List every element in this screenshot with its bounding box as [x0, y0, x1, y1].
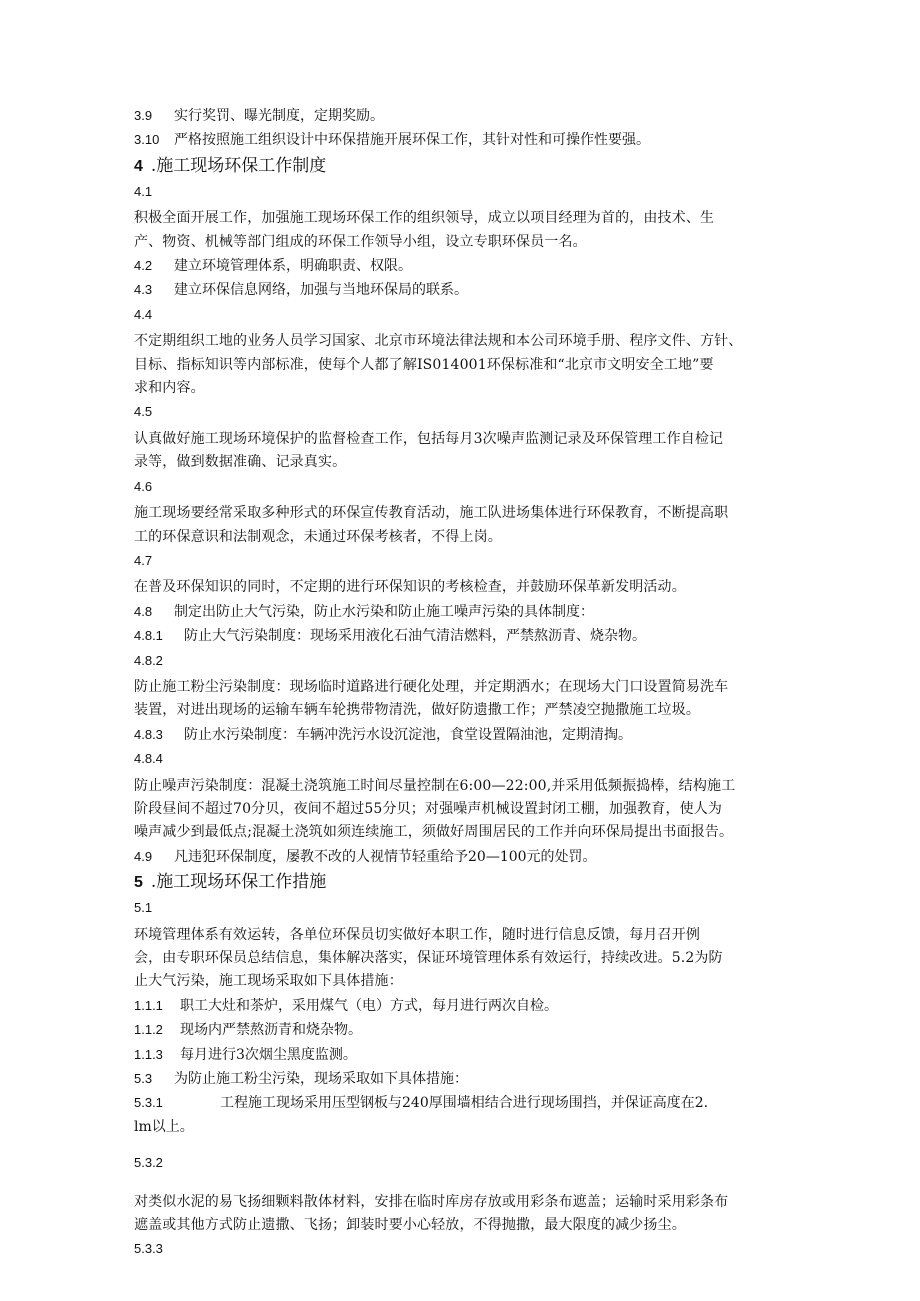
item-1-1-3 — [134, 1043, 784, 1067]
item-number: 4.8.3 — [134, 726, 163, 742]
heading-text: .施工现场环保工作措施 — [150, 872, 327, 893]
paragraph-line: 积极全面开展工作，加强施工现场环保工作的组织领导，成立以项目经理为首的，由技术、生 — [134, 210, 715, 227]
paragraph-4-8-2 — [134, 676, 784, 723]
item-number: 4.8 — [134, 603, 153, 619]
item-number: 1.1.3 — [134, 1046, 163, 1062]
item-number-5-1: 5.1 — [134, 900, 153, 916]
item-5-3-1 — [134, 1091, 784, 1115]
item-text: 现场内严禁熬沥青和烧杂物。 — [180, 1022, 362, 1039]
paragraph-line: 录等，做到数据准确、记录真实。 — [134, 454, 347, 471]
item-1-1-1 — [134, 994, 784, 1018]
paragraph-line: 认真做好施工现场环境保护的监督检查工作，包括每月3次噪声监测记录及环保管理工作自检记 — [134, 430, 724, 447]
paragraph-line: 装置，对进出现场的运输车辆车轮携带物清洗，做好防遗撒工作；严禁凌空抛撒施工垃圾。 — [134, 702, 700, 719]
paragraph-line: 阶段昼间不超过70分贝，夜间不超过55分贝；对强噪声机械设置封闭工棚，加强教育，使人为 — [134, 800, 723, 817]
paragraph-line: 噪声减少到最低点;混凝土浇筑如须连续施工，须做好周围居民的工作并向环保局提出书面报告。 — [134, 824, 734, 841]
item-4-3 — [134, 278, 784, 302]
paragraph-line: 对类似水泥的易飞扬细颗料散体材料，安排在临时库房存放或用彩条布遮盖；运输时采用彩条布 — [134, 1193, 729, 1210]
paragraph-4-8-4 — [134, 775, 784, 845]
item-number-4-8-4: 4.8.4 — [134, 751, 163, 767]
item-number: 1.1.1 — [134, 997, 163, 1013]
paragraph-line: 防止噪声污染制度：混凝土浇筑施工时间尽量控制在6:00—22:00,并采用低频振捣棒，结构施工 — [134, 777, 736, 794]
paragraph-line: 会，由专职环保员总结信息，集体解决落实，保证环境管理体系有效运行，持续改进。5.2为防 — [134, 950, 723, 966]
item-text: 防止水污染制度：车辆冲洗污水设沉淀池，食堂设置隔油池，定期清掏。 — [184, 726, 632, 743]
item-number: 5.3 — [134, 1071, 153, 1087]
item-text: 职工大灶和茶炉，采用煤气（电）方式，每月进行两次自检。 — [180, 997, 558, 1014]
item-number: 4.3 — [134, 282, 153, 298]
item-number-4-1: 4.1 — [134, 183, 153, 199]
item-number: 5.3.1 — [134, 1095, 163, 1111]
paragraph-5-1 — [134, 924, 784, 994]
paragraph-line: 目标、指标知识等内部标准，使每个人都了解IS014001环保标准和“北京市文明安全工地”要 — [134, 356, 714, 373]
paragraph-4-7 — [134, 576, 784, 599]
item-text: 每月进行3次烟尘黑度监测。 — [180, 1046, 357, 1063]
item-4-8 — [134, 600, 784, 624]
item-number-5-3-3: 5.3.3 — [134, 1241, 163, 1257]
item-text: 工程施工现场采用压型钢板与240厚围墙相结合进行现场围挡，并保证高度在2. — [220, 1095, 709, 1112]
heading-number: 4 — [134, 157, 143, 175]
spacer — [134, 1139, 784, 1151]
item-number-4-5: 4.5 — [134, 404, 153, 420]
paragraph-line: 不定期组织工地的业务人员学习国家、北京市环境法律法规和本公司环境手册、程序文件、方针、 — [134, 333, 743, 350]
heading-text: .施工现场环保工作制度 — [150, 155, 327, 176]
paragraph-line: 工的环保意识和法制观念，未通过环保考核者，不得上岗。 — [134, 528, 502, 545]
item-text: 严格按照施工组织设计中环保措施开展环保工作，其针对性和可操作性要强。 — [174, 132, 650, 149]
paragraph-line: 防止施工粉尘污染制度：现场临时道路进行硬化处理，并定期洒水；在现场大门口设置简易洗车 — [134, 678, 729, 695]
heading-number: 5 — [134, 874, 143, 892]
item-number-4-7: 4.7 — [134, 552, 153, 568]
item-number: 4.8.1 — [134, 628, 163, 644]
paragraph-4-1 — [134, 207, 784, 254]
item-text: 为防止施工粉尘污染，现场采取如下具体措施： — [174, 1071, 468, 1088]
item-number: 3.10 — [134, 132, 160, 148]
item-4-8-3 — [134, 723, 784, 747]
paragraph-line: 施工现场要经常采取多种形式的环保宣传教育活动，施工队进场集体进行环保教育，不断提高职 — [134, 505, 729, 522]
item-number-4-6: 4.6 — [134, 478, 153, 494]
item-3-10 — [134, 128, 784, 152]
item-text: 实行奖罚、曝光制度，定期奖励。 — [174, 108, 384, 124]
item-5-3-1-continued: lm以上。 — [134, 1118, 194, 1135]
item-1-1-2 — [134, 1018, 784, 1042]
paragraph-4-4 — [134, 330, 784, 400]
item-text: 防止大气污染制度：现场采用液化石油气清洁燃料，严禁熬沥青、烧杂物。 — [184, 628, 646, 645]
item-text: 建立环境管理体系，明确职责、权限。 — [174, 258, 412, 275]
item-number-4-8-2: 4.8.2 — [134, 652, 163, 668]
paragraph-line: 在普及环保知识的同时，不定期的进行环保知识的考核检查，并鼓励环保革新发明活动。 — [134, 579, 686, 596]
item-number: 1.1.2 — [134, 1022, 163, 1038]
paragraph-line: 止大气污染，施工现场采取如下具体措施： — [134, 973, 403, 990]
spacer — [134, 1175, 784, 1187]
item-text: 凡违犯环保制度，屡教不改的人视情节轻重给予20—100元的处罚。 — [174, 848, 597, 865]
paragraph-4-5 — [134, 428, 784, 475]
item-text: 建立环保信息网络，加强与当地环保局的联系。 — [174, 282, 468, 299]
item-4-8-1 — [134, 624, 784, 648]
item-number: 4.9 — [134, 848, 153, 864]
section-heading-4 — [134, 154, 784, 179]
item-3-9 — [134, 104, 784, 128]
document-page — [134, 104, 784, 1261]
item-number: 3.9 — [134, 108, 153, 123]
item-5-3 — [134, 1067, 784, 1091]
paragraph-line: 求和内容。 — [134, 380, 205, 397]
paragraph-5-3-2 — [134, 1191, 784, 1238]
item-number-5-3-2: 5.3.2 — [134, 1155, 163, 1171]
item-text: 制定出防止大气污染，防止水污染和防止施工噪声污染的具体制度： — [174, 603, 594, 620]
item-number-4-4: 4.4 — [134, 306, 153, 322]
section-heading-5 — [134, 870, 784, 895]
item-4-9 — [134, 845, 784, 869]
paragraph-4-6 — [134, 502, 784, 549]
paragraph-line: 遮盖或其他方式防止遗撒、飞扬；卸装时要小心轻放，不得抛撒，最大限度的减少扬尘。 — [134, 1217, 686, 1234]
item-number: 4.2 — [134, 258, 153, 274]
paragraph-line: 环境管理体系有效运转，各单位环保员切实做好本职工作，随时进行信息反馈，每月召开例 — [134, 926, 700, 943]
paragraph-line: 产、物资、机械等部门组成的环保工作领导小组，设立专职环保员一名。 — [134, 233, 587, 250]
item-4-2 — [134, 254, 784, 278]
